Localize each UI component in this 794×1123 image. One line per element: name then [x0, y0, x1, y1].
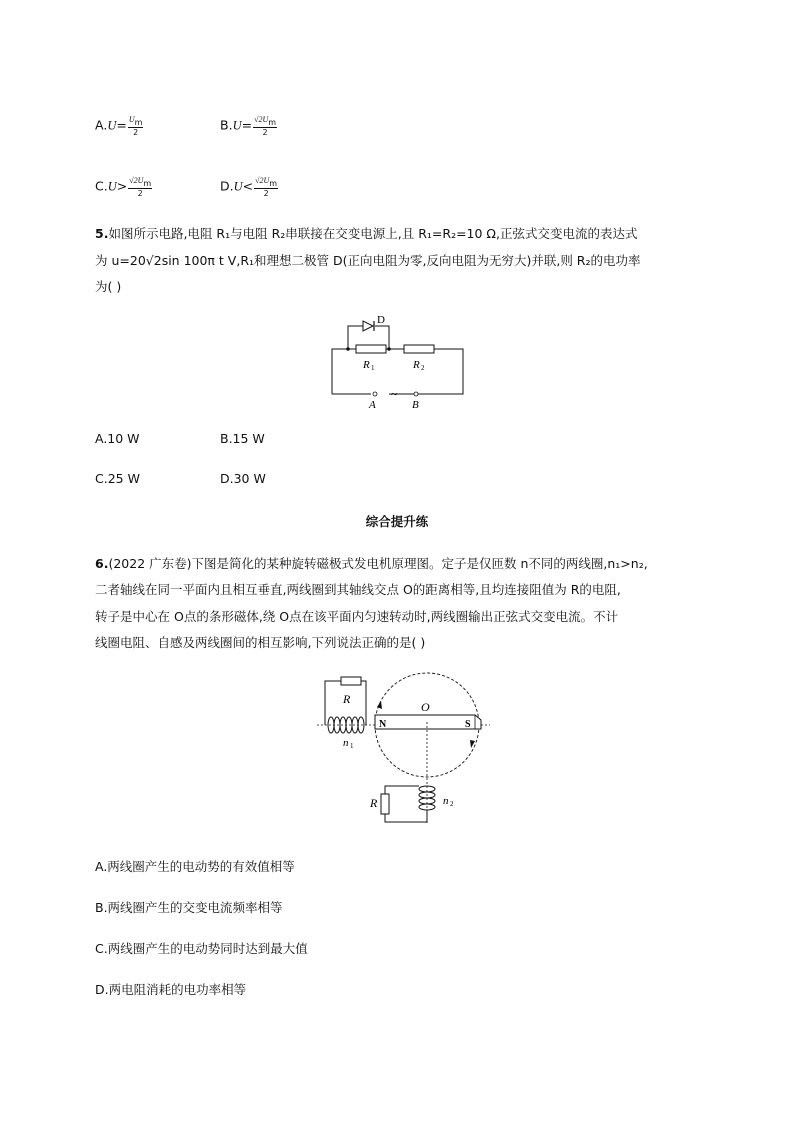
q5-option-c[interactable]: C.25 W [95, 471, 140, 486]
var-u: U [233, 179, 243, 194]
option-letter: B. [220, 117, 233, 133]
fraction [128, 115, 144, 137]
q5-circuit-diagram [320, 310, 470, 415]
numerator: √2U [255, 176, 270, 185]
resistor-r1 [356, 345, 386, 353]
label-r1-sub: 1 [371, 364, 375, 372]
q4-option-d[interactable] [220, 176, 278, 198]
magnet-s-pole: S [465, 719, 471, 730]
numerator: U [128, 115, 135, 124]
option-letter: C. [95, 178, 108, 194]
subscript: m [134, 118, 143, 127]
numerator: √2U [129, 176, 144, 185]
q6-stem-line-1 [95, 555, 648, 573]
resistor-r-bottom [381, 794, 389, 814]
q6-option-a[interactable]: A.两线圈产生的电动势的有效值相等 [95, 859, 295, 874]
label-r-bottom: R [370, 796, 378, 810]
q4-option-c[interactable] [95, 176, 152, 198]
relation-sign: = [241, 117, 253, 133]
ac-source-symbol: ~ [391, 387, 398, 401]
subscript: m [143, 179, 152, 188]
option-letter: A. [95, 117, 108, 133]
q5-option-a[interactable]: A.10 W [95, 431, 140, 446]
q6-generator-diagram [315, 665, 495, 835]
var-u: U [232, 118, 242, 133]
label-r2: R [413, 359, 420, 371]
label-b: B [412, 399, 419, 411]
q5-stem-line-2: 为 u=20√2sin 100π t V,R₁和理想二极管 D(正向电阻为零,反向电阻为无穷大)并联,则 R₂的电功率 [95, 253, 641, 268]
subscript: m [268, 118, 277, 127]
stem-text: 如图所示电路,电阻 R₁与电阻 R₂串联接在交变电源上,且 R₁=R₂=10 Ω,正弦式交变电流的表达式 [108, 226, 638, 241]
numerator: √2U [254, 115, 269, 124]
q4-option-a[interactable] [95, 115, 143, 137]
label-n2-sub: 2 [450, 800, 454, 808]
resistor-r-top [341, 677, 361, 685]
option-letter: D. [220, 178, 234, 194]
denominator: 2 [133, 128, 139, 137]
denominator: 2 [137, 189, 143, 198]
circuit-wire [332, 349, 463, 394]
var-u: U [107, 179, 117, 194]
q6-stem-line-3: 转子是中心在 O点的条形磁体,绕 O点在该平面内匀速转动时,两线圈输出正弦式交变电流。不计 [95, 609, 619, 624]
subscript: m [269, 179, 278, 188]
denominator: 2 [262, 128, 268, 137]
label-r-top: R [343, 692, 351, 706]
label-r2-sub: 2 [421, 364, 425, 372]
q6-option-c[interactable]: C.两线圈产生的电动势同时达到最大值 [95, 941, 308, 956]
question-number: 6. [95, 556, 109, 571]
resistor-r2 [404, 345, 434, 353]
q6-option-d[interactable]: D.两电阻消耗的电功率相等 [95, 982, 247, 997]
stem-text: (2022 广东卷)下图是简化的某种旋转磁极式发电机原理图。定子是仅匝数 n不同的两线圈,n₁>n₂, [108, 556, 648, 571]
denominator: 2 [263, 189, 269, 198]
q5-stem-line-1 [95, 225, 637, 243]
relation-sign: > [116, 178, 128, 194]
label-o: O [421, 700, 430, 714]
var-u: U [107, 118, 117, 133]
label-a: A [369, 399, 376, 411]
section-title: 综合提升练 [365, 514, 429, 529]
q4-option-b[interactable] [220, 115, 277, 137]
relation-sign: = [116, 117, 127, 133]
label-r1: R [363, 359, 370, 371]
fraction [253, 115, 277, 137]
q6-option-b[interactable]: B.两线圈产生的交变电流频率相等 [95, 900, 283, 915]
label-n1: n [343, 737, 349, 749]
label-n2: n [443, 795, 449, 807]
q6-stem-line-2: 二者轴线在同一平面内且相互垂直,两线圈到其轴线交点 O的距离相等,且均连接阻值为 R的电阻, [95, 582, 621, 597]
terminal-a [373, 392, 377, 396]
label-n1-sub: 1 [350, 742, 354, 750]
fraction [128, 176, 152, 198]
relation-sign: < [242, 178, 254, 194]
terminal-b [414, 392, 418, 396]
q5-option-b[interactable]: B.15 W [220, 431, 265, 446]
q5-option-d[interactable]: D.30 W [220, 471, 266, 486]
magnet-n-pole: N [379, 719, 387, 730]
fraction [254, 176, 278, 198]
question-number: 5. [95, 226, 109, 241]
q6-stem-line-4: 线圈电阻、自感及两线圈间的相互影响,下列说法正确的是( ) [95, 635, 426, 650]
q5-stem-line-3: 为( ) [95, 279, 122, 294]
label-d: D [377, 314, 385, 326]
diode-d [363, 321, 373, 331]
